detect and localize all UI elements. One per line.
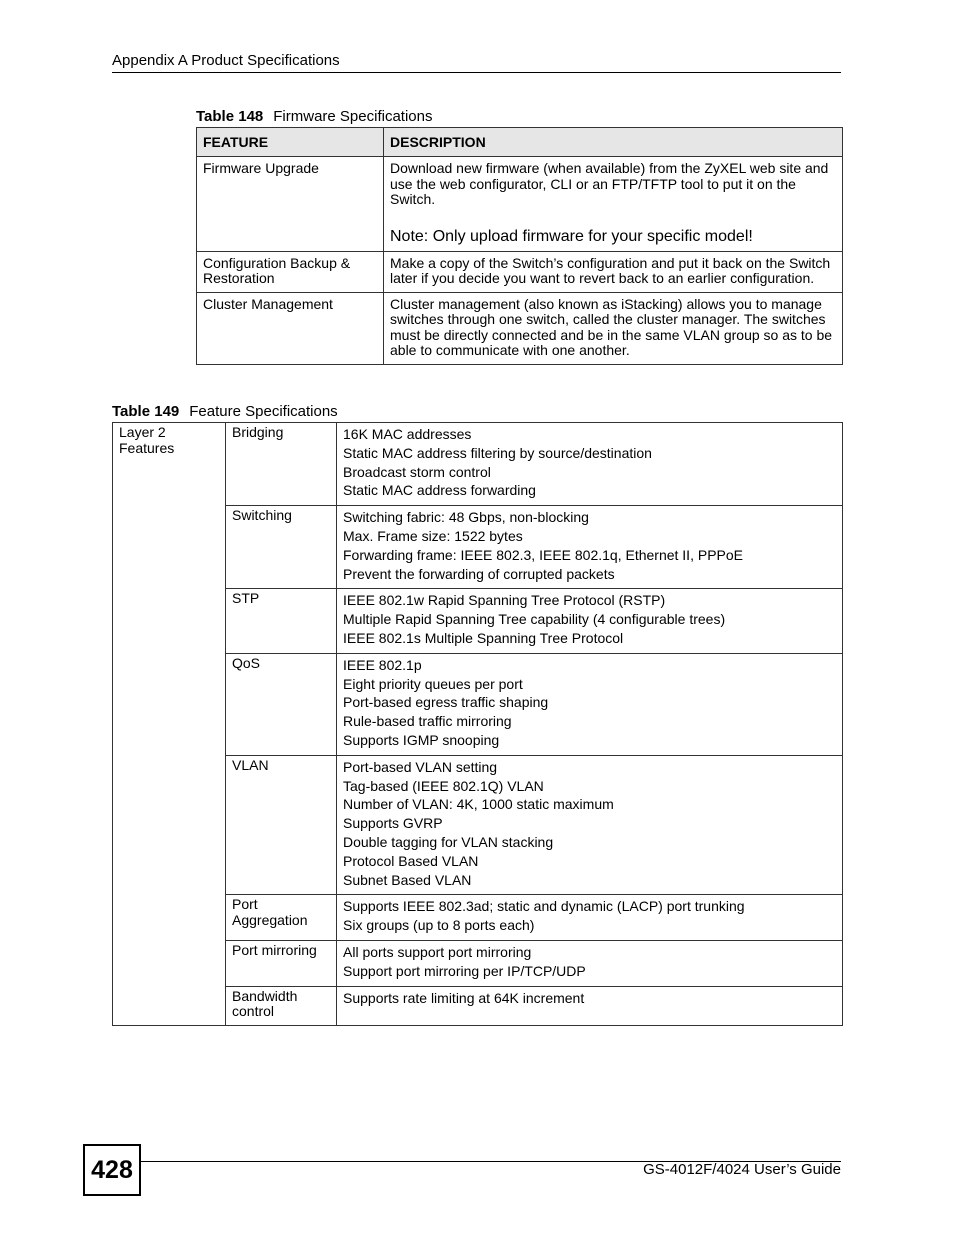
feature-cell: Firmware Upgrade	[197, 157, 384, 252]
spec-item: IEEE 802.1p	[343, 656, 422, 673]
table-149-caption	[112, 403, 338, 420]
table-148-title: Firmware Specifications	[273, 108, 433, 125]
spec-item: Broadcast storm control	[343, 463, 491, 480]
spec-item: Max. Frame size: 1522 bytes	[343, 527, 523, 544]
guide-title: GS-4012F/4024 User’s Guide	[643, 1161, 841, 1178]
spec-item: Subnet Based VLAN	[343, 871, 472, 888]
description-cell: Make a copy of the Switch’s configuration and put it back on the Switch later if you decide you want to revert back to an earlier configuration.	[384, 251, 843, 292]
feature-name-cell: Port Aggregation	[226, 895, 337, 941]
feature-name-cell: Switching	[226, 506, 337, 589]
spec-item: Prevent the forwarding of corrupted packets	[343, 565, 615, 582]
feature-name-cell: STP	[226, 589, 337, 653]
description-text: Download new firmware (when available) from the ZyXEL web site and use the web configurator, CLI or an FTP/TFTP tool to put it on the Switch.	[390, 160, 829, 207]
spec-item: Number of VLAN: 4K, 1000 static maximum	[343, 796, 614, 813]
spec-item: Forwarding frame: IEEE 802.3, IEEE 802.1q, Ethernet II, PPPoE	[343, 546, 743, 563]
header-title: Appendix A Product Specifications	[112, 52, 340, 69]
spec-item: Switching fabric: 48 Gbps, non-blocking	[343, 509, 589, 526]
firmware-note: Note: Only upload firmware for your specific model!	[390, 227, 753, 245]
spec-item: Six groups (up to 8 ports each)	[343, 917, 535, 934]
page-header	[112, 52, 841, 73]
feature-name-cell: Bridging	[226, 423, 337, 506]
spec-item: Double tagging for VLAN stacking	[343, 833, 554, 850]
spec-item: All ports support port mirroring	[343, 943, 532, 960]
feature-items-cell	[337, 755, 843, 895]
table-header-row	[197, 128, 843, 157]
feature-items-cell	[337, 986, 843, 1025]
feature-items-cell	[337, 653, 843, 755]
feature-name-cell: Port mirroring	[226, 940, 337, 986]
feature-items-cell	[337, 506, 843, 589]
table-row	[197, 157, 843, 252]
spec-item: IEEE 802.1s Multiple Spanning Tree Protocol	[343, 629, 624, 646]
table-148-label: Table 148	[196, 108, 264, 125]
table-149-title: Feature Specifications	[189, 403, 338, 420]
table-148-caption	[196, 108, 432, 125]
description-cell: Cluster management (also known as iStacking) allows you to manage switches through one switch, called the cluster manager. The switches must be directly connected and be in the same VLAN group so as to be able to communicate with one another.	[384, 292, 843, 364]
spec-item: 16K MAC addresses	[343, 426, 472, 442]
feature-name-cell: Bandwidth control	[226, 986, 337, 1025]
spec-item: Static MAC address filtering by source/destination	[343, 444, 652, 461]
table-149-label: Table 149	[112, 403, 180, 420]
spec-item: Supports IGMP snooping	[343, 731, 500, 748]
column-header-description: DESCRIPTION	[384, 128, 843, 157]
spec-item: Supports GVRP	[343, 815, 443, 832]
page-number: 428	[83, 1144, 141, 1196]
spec-item: Port-based VLAN setting	[343, 758, 498, 775]
spec-item: Rule-based traffic mirroring	[343, 713, 512, 730]
table-row	[113, 423, 843, 506]
spec-item: IEEE 802.1w Rapid Spanning Tree Protocol (RSTP)	[343, 592, 666, 609]
description-cell	[384, 157, 843, 252]
spec-item: Eight priority queues per port	[343, 675, 523, 692]
spec-item: Supports rate limiting at 64K increment	[343, 989, 585, 1006]
feature-name-cell: VLAN	[226, 755, 337, 895]
spec-item: Support port mirroring per IP/TCP/UDP	[343, 962, 586, 979]
table-row	[197, 292, 843, 364]
feature-name-cell: QoS	[226, 653, 337, 755]
feature-cell: Configuration Backup & Restoration	[197, 251, 384, 292]
feature-items-cell	[337, 940, 843, 986]
column-header-feature: FEATURE	[197, 128, 384, 157]
spec-item: Static MAC address forwarding	[343, 482, 536, 499]
feature-group-cell: Layer 2 Features	[113, 423, 226, 1026]
spec-item: Multiple Rapid Spanning Tree capability (4 configurable trees)	[343, 611, 726, 628]
spec-item: Protocol Based VLAN	[343, 852, 479, 869]
feature-specifications-table	[112, 422, 843, 1026]
feature-items-cell	[337, 589, 843, 653]
spec-item: Tag-based (IEEE 802.1Q) VLAN	[343, 777, 544, 794]
spec-item: Port-based egress traffic shaping	[343, 694, 549, 711]
firmware-specifications-table	[196, 127, 843, 365]
feature-table-body	[113, 423, 843, 1026]
spec-item: Supports IEEE 802.3ad; static and dynamic (LACP) port trunking	[343, 898, 745, 915]
feature-items-cell	[337, 895, 843, 941]
feature-items-cell	[337, 423, 843, 506]
feature-cell: Cluster Management	[197, 292, 384, 364]
table-row	[197, 251, 843, 292]
